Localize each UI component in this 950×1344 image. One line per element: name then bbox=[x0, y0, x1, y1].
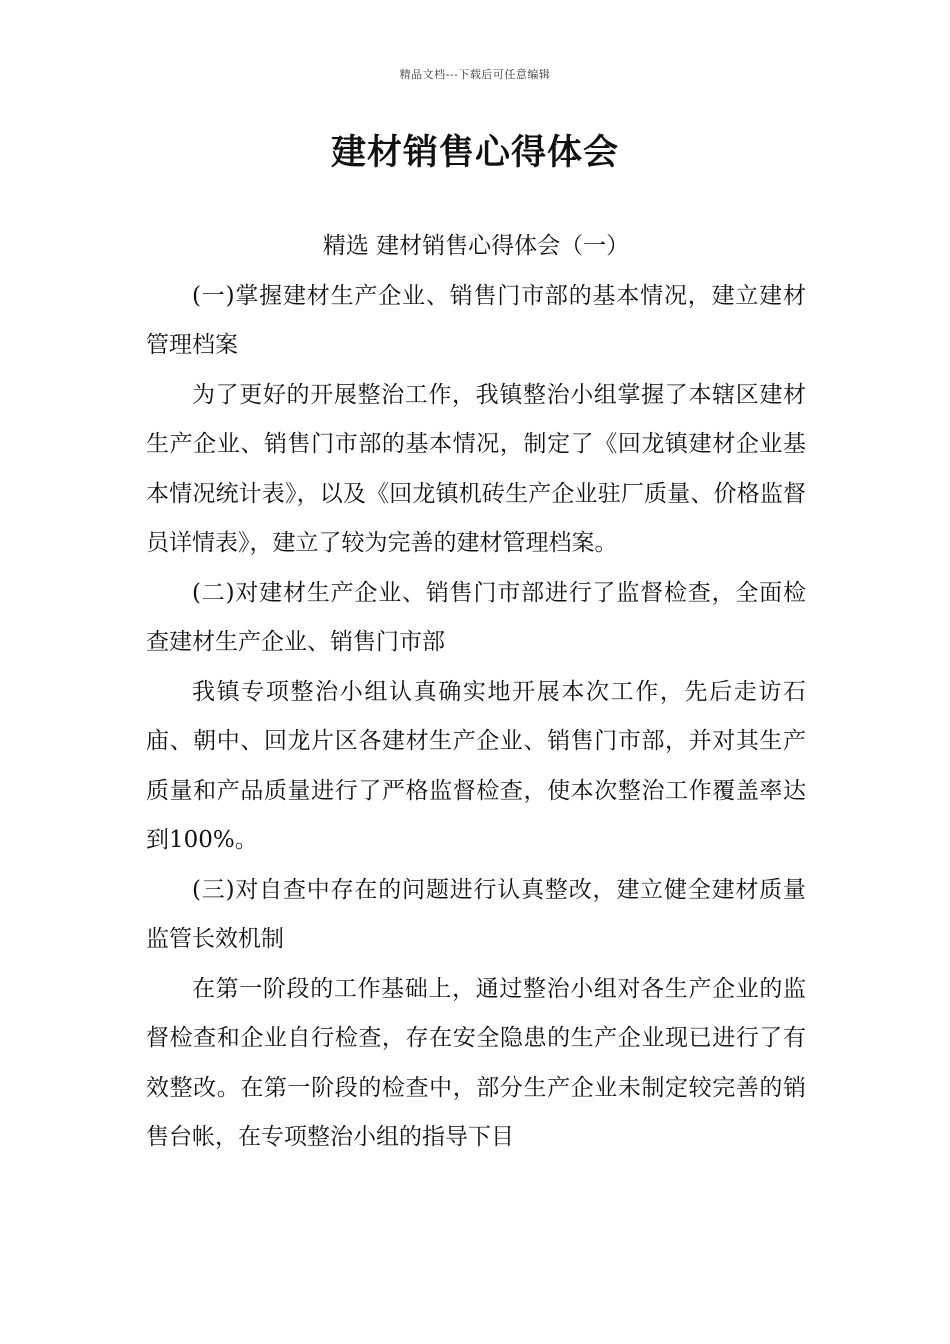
paragraph: 我镇专项整治小组认真确实地开展本次工作，先后走访石庙、朝中、回龙片区各建材生产企业、销售门市部，并对其生产质量和产品质量进行了严格监督检查，使本次整治工作覆盖率达到100%。 bbox=[146, 678, 806, 853]
paragraph-heading-3: (三)对自查中存在的问题进行认真整改，建立健全建材质量监管长效机制 bbox=[146, 876, 806, 952]
section-subtitle: 精选 建材销售心得体会（一） bbox=[322, 233, 630, 259]
document-title: 建材销售心得体会 bbox=[330, 132, 619, 173]
paragraph-heading-1: (一)掌握建材生产企业、销售门市部的基本情况，建立建材管理档案 bbox=[146, 282, 806, 358]
paragraph: 在第一阶段的工作基础上，通过整治小组对各生产企业的监督检查和企业自行检查，存在安全隐患的生产企业现已进行了有效整改。在第一阶段的检查中，部分生产企业未制定较完善的销售台帐，在专项整治小组的指导下目 bbox=[146, 975, 806, 1150]
document-body bbox=[146, 222, 806, 1163]
paragraph: 为了更好的开展整治工作，我镇整治小组掌握了本辖区建材生产企业、销售门市部的基本情况，制定了《回龙镇建材企业基本情况统计表》，以及《回龙镇机砖生产企业驻厂质量、价格监督员详情表》，建立了较为完善的建材管理档案。 bbox=[146, 381, 806, 556]
header-note: 精品文档---下载后可任意编辑 bbox=[399, 68, 551, 81]
paragraph-heading-2: (二)对建材生产企业、销售门市部进行了监督检查，全面检查建材生产企业、销售门市部 bbox=[146, 579, 806, 655]
